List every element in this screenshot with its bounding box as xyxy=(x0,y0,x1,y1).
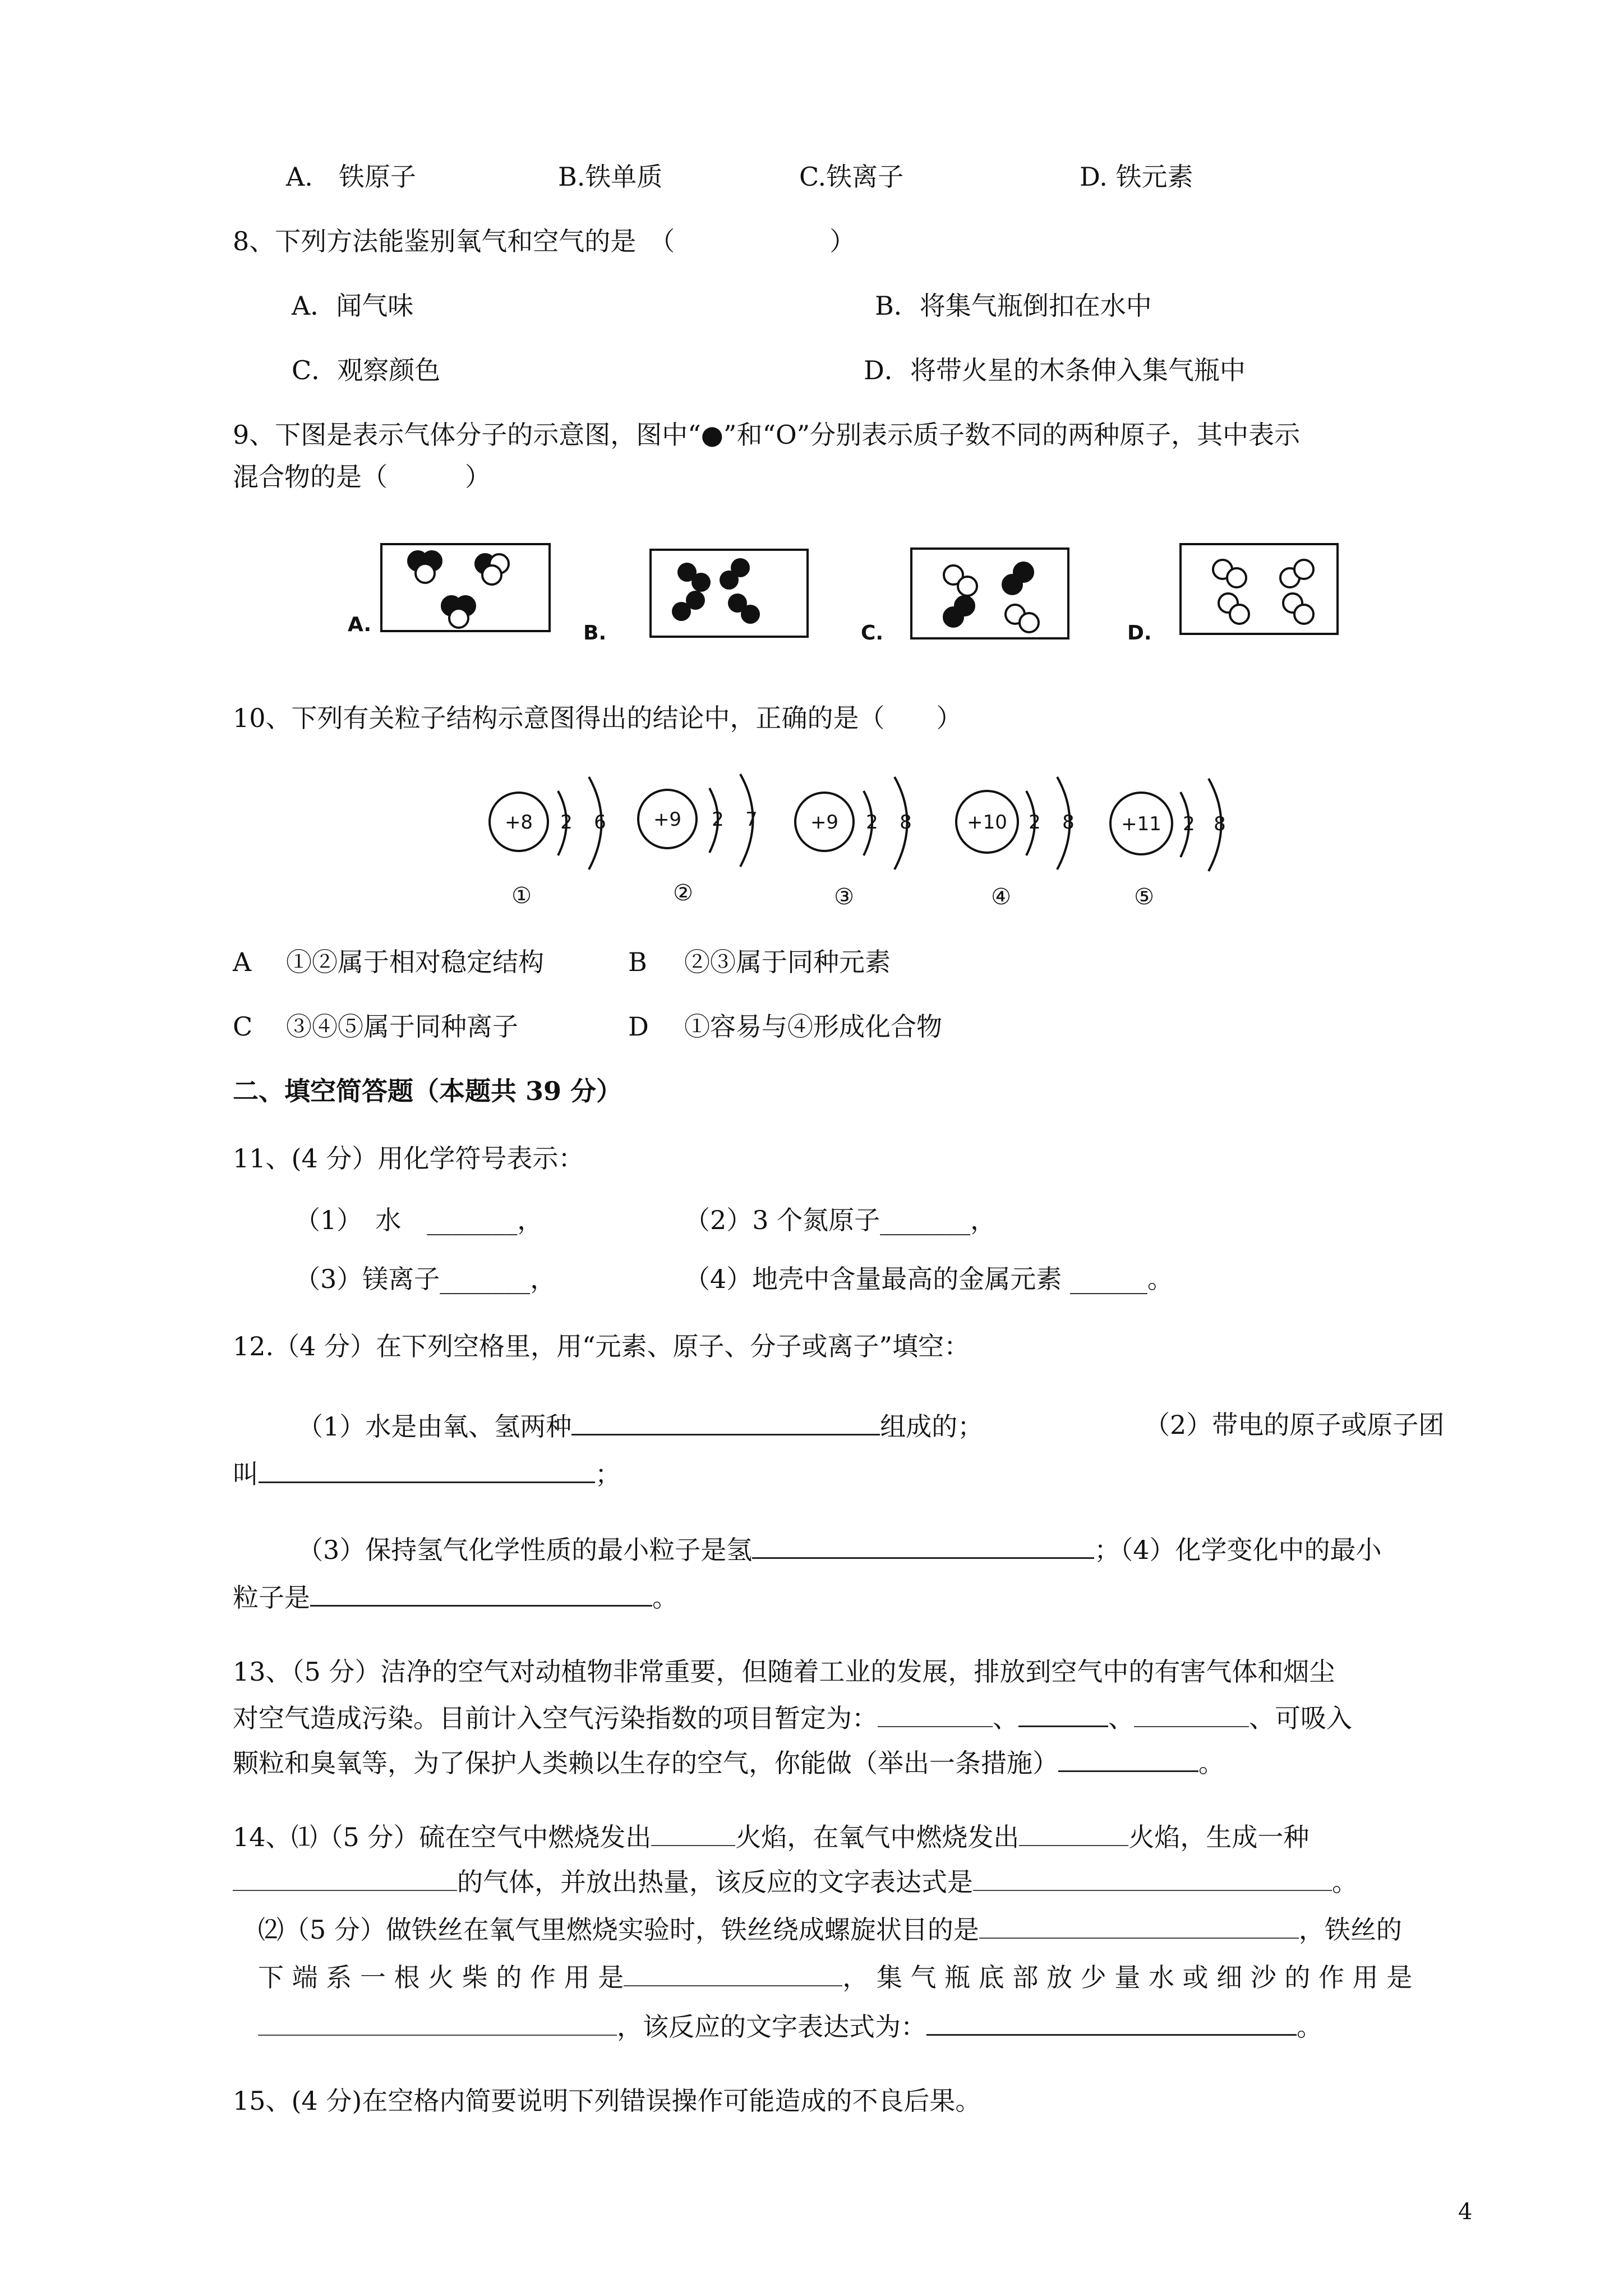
q14-line4 xyxy=(258,1961,1412,1994)
q12-stem: 12.（4 分）在下列空格里，用“元素、原子、分子或离子”填空： xyxy=(233,1331,970,1361)
q9-label-c: C. xyxy=(861,622,884,645)
q12-blank-1[interactable] xyxy=(571,1408,880,1435)
atom3-shell2: 8 xyxy=(900,811,912,834)
q13-blank-2[interactable] xyxy=(1018,1700,1108,1727)
q8-option-b: B．将集气瓶倒扣在水中 xyxy=(875,291,1152,321)
atom3-nucleus: +9 xyxy=(810,811,839,834)
q12-blank-4[interactable] xyxy=(310,1579,652,1607)
q14-blank-7[interactable] xyxy=(258,2010,617,2036)
q11-item3: （3）镁离子_______， xyxy=(294,1264,556,1294)
q12-line1 xyxy=(297,1408,983,1443)
q12-line3 xyxy=(297,1531,1382,1567)
q14-line1-text: 14、⑴（5 分）硫在空气中燃烧发出 xyxy=(233,1822,652,1852)
q14-blank-5[interactable] xyxy=(979,1913,1299,1939)
q12-p1-text: （1）水是由氧、氢两种 xyxy=(297,1411,572,1442)
q9-label-d: D. xyxy=(1127,622,1152,645)
q14-blank-6[interactable] xyxy=(624,1961,842,1986)
q14-blank-3[interactable] xyxy=(233,1865,457,1891)
q13-blank-3[interactable] xyxy=(1134,1701,1249,1727)
atom2-mark: ② xyxy=(673,880,693,906)
atom5-shell2: 8 xyxy=(1214,813,1226,835)
q9-label-b: B. xyxy=(583,622,607,645)
q10-d-key: D xyxy=(628,1011,649,1042)
q13-sep-1: 、 xyxy=(993,1703,1018,1733)
q9-box-d xyxy=(1181,544,1338,634)
q14-line1-end: 火焰，生成一种 xyxy=(1128,1822,1310,1852)
q13-line3-text: 颗粒和臭氧等，为了保护人类赖以生存的空气，你能做（举出一条措施） xyxy=(233,1748,1058,1778)
atom4-nucleus: +10 xyxy=(967,811,1007,834)
q14-blank-2[interactable] xyxy=(1019,1820,1128,1846)
q10-stem: 10、下列有关粒子结构示意图得出的结论中，正确的是（ ） xyxy=(233,703,962,733)
q13-sep-2: 、 xyxy=(1108,1703,1134,1733)
q12-line1-right: （2）带电的原子或原子团 xyxy=(1144,1410,1445,1440)
q9-stem-line2: 混合物的是（ ） xyxy=(233,462,491,492)
q12-p4-end: 。 xyxy=(652,1582,678,1613)
q9-stem-line1: 9、下图是表示气体分子的示意图，图中“●”和“Ο”分别表示质子数不同的两种原子，其中表示 xyxy=(233,420,1301,450)
q11-item2: （2）3 个氮原子_______， xyxy=(684,1205,997,1235)
atom2-shell2: 7 xyxy=(745,808,758,831)
q11-item1: （1） 水 _______， xyxy=(294,1205,543,1235)
atom1-nucleus: +8 xyxy=(504,811,533,834)
q10-atom-diagrams xyxy=(471,757,1226,926)
q10-b-key: B xyxy=(628,947,647,977)
q12-p4-text: 粒子是 xyxy=(233,1582,310,1613)
q14-blank-1[interactable] xyxy=(651,1820,735,1846)
q8-option-c: C．观察颜色 xyxy=(292,355,441,385)
q7-option-b: B.铁单质 xyxy=(558,162,663,192)
atom4-shell1: 2 xyxy=(1029,811,1041,834)
q14-line2-end: 。 xyxy=(1332,1867,1358,1897)
atom2-shell1: 2 xyxy=(712,808,724,831)
q11-item4: （4）地壳中含量最高的金属元素 ______。 xyxy=(684,1264,1173,1294)
q8-stem: 8、下列方法能鉴别氧气和空气的是 （ ） xyxy=(233,226,856,256)
q12-p3-text: （3）保持氢气化学性质的最小粒子是氢 xyxy=(297,1535,753,1565)
atom5-shell1: 2 xyxy=(1183,813,1195,835)
q7-option-c: C.铁离子 xyxy=(799,162,904,192)
q9-molecule-figure xyxy=(336,533,1363,662)
q14-line2-text: 的气体，并放出热量，该反应的文字表达式是 xyxy=(457,1867,973,1897)
atom3-shell1: 2 xyxy=(866,811,878,834)
q8-option-a: A．闻气味 xyxy=(292,291,414,321)
atom1-shell1: 2 xyxy=(560,811,573,834)
q12-blank-2[interactable] xyxy=(259,1456,595,1483)
atom5-nucleus: +11 xyxy=(1121,813,1161,835)
q8-option-d: D．将带火星的木条伸入集气瓶中 xyxy=(864,355,1246,385)
atom3-mark: ③ xyxy=(834,884,854,910)
q12-blank-3[interactable] xyxy=(752,1531,1094,1559)
q9-label-a: A. xyxy=(348,613,372,636)
q7-option-a: A. 铁原子 xyxy=(286,162,416,192)
q12-p3-end: ；（4）化学变化中的最小 xyxy=(1094,1535,1382,1565)
atom4-mark: ④ xyxy=(991,884,1011,910)
q14-line2 xyxy=(233,1865,1358,1899)
q13-line2 xyxy=(233,1700,1352,1735)
q14-line5 xyxy=(258,2008,1322,2044)
q10-option-d: ①容易与④形成化合物 xyxy=(684,1011,942,1042)
q14-blank-4[interactable] xyxy=(973,1865,1332,1891)
q9-box-b xyxy=(651,550,808,637)
q10-option-c: ③④⑤属于同种离子 xyxy=(286,1011,518,1042)
atom2-nucleus: +9 xyxy=(653,808,682,831)
q12-line2 xyxy=(233,1456,621,1491)
q14-line5-text: ，该反应的文字表达式为： xyxy=(617,2012,926,2042)
q14-line1-mid: 火焰，在氧气中燃烧发出 xyxy=(735,1822,1020,1852)
q13-blank-1[interactable] xyxy=(878,1701,993,1727)
q14-line5-end: 。 xyxy=(1297,2012,1322,2042)
q15-stem: 15、(4 分)在空格内简要说明下列错误操作可能造成的不良后果。 xyxy=(233,2086,981,2116)
q10-c-key: C xyxy=(233,1011,253,1042)
q13-line2-end: 、可吸入 xyxy=(1249,1703,1352,1733)
section2-heading: 二、填空简答题（本题共 39 分） xyxy=(233,1076,623,1106)
q10-option-b: ②③属于同种元素 xyxy=(684,947,891,977)
q14-line3-text: ⑵（5 分）做铁丝在氧气里燃烧实验时，铁丝绕成螺旋状目的是 xyxy=(258,1915,979,1945)
q10-a-key: A xyxy=(233,947,252,977)
atom1-shell2: 6 xyxy=(594,811,606,834)
q11-stem: 11、(4 分）用化学符号表示： xyxy=(233,1143,584,1174)
q14-line1 xyxy=(233,1820,1309,1854)
q13-line3 xyxy=(233,1745,1224,1780)
q14-line4-end: ， 集 气 瓶 底 部 放 少 量 水 或 细 沙 的 作 用 是 xyxy=(842,1962,1413,1993)
q12-p2-end: ； xyxy=(595,1459,621,1489)
q14-blank-8[interactable] xyxy=(926,2008,1297,2036)
q12-p2-text: 叫 xyxy=(233,1459,259,1489)
atom1-mark: ① xyxy=(511,883,532,909)
atom4-shell2: 8 xyxy=(1062,811,1075,834)
q7-option-d: D. 铁元素 xyxy=(1080,162,1193,192)
q12-p1-end: 组成的； xyxy=(880,1411,984,1442)
q13-blank-4[interactable] xyxy=(1058,1745,1198,1772)
page-number: 4 xyxy=(1458,2199,1473,2225)
q12-line4 xyxy=(233,1579,678,1614)
q14-line4-text: 下 端 系 一 根 火 柴 的 作 用 是 xyxy=(258,1962,624,1993)
q14-line3 xyxy=(258,1913,1402,1947)
q13-line3-end: 。 xyxy=(1198,1748,1224,1778)
q13-line2-text: 对空气造成污染。目前计入空气污染指数的项目暂定为： xyxy=(233,1703,878,1733)
q14-line3-end: ，铁丝的 xyxy=(1298,1915,1402,1945)
atom5-mark: ⑤ xyxy=(1134,884,1154,910)
q13-line1: 13、（5 分）洁净的空气对动植物非常重要，但随着工业的发展，排放到空气中的有害气体和烟尘 xyxy=(233,1657,1335,1687)
q9-box-c xyxy=(911,549,1068,638)
q10-option-a: ①②属于相对稳定结构 xyxy=(286,947,544,977)
